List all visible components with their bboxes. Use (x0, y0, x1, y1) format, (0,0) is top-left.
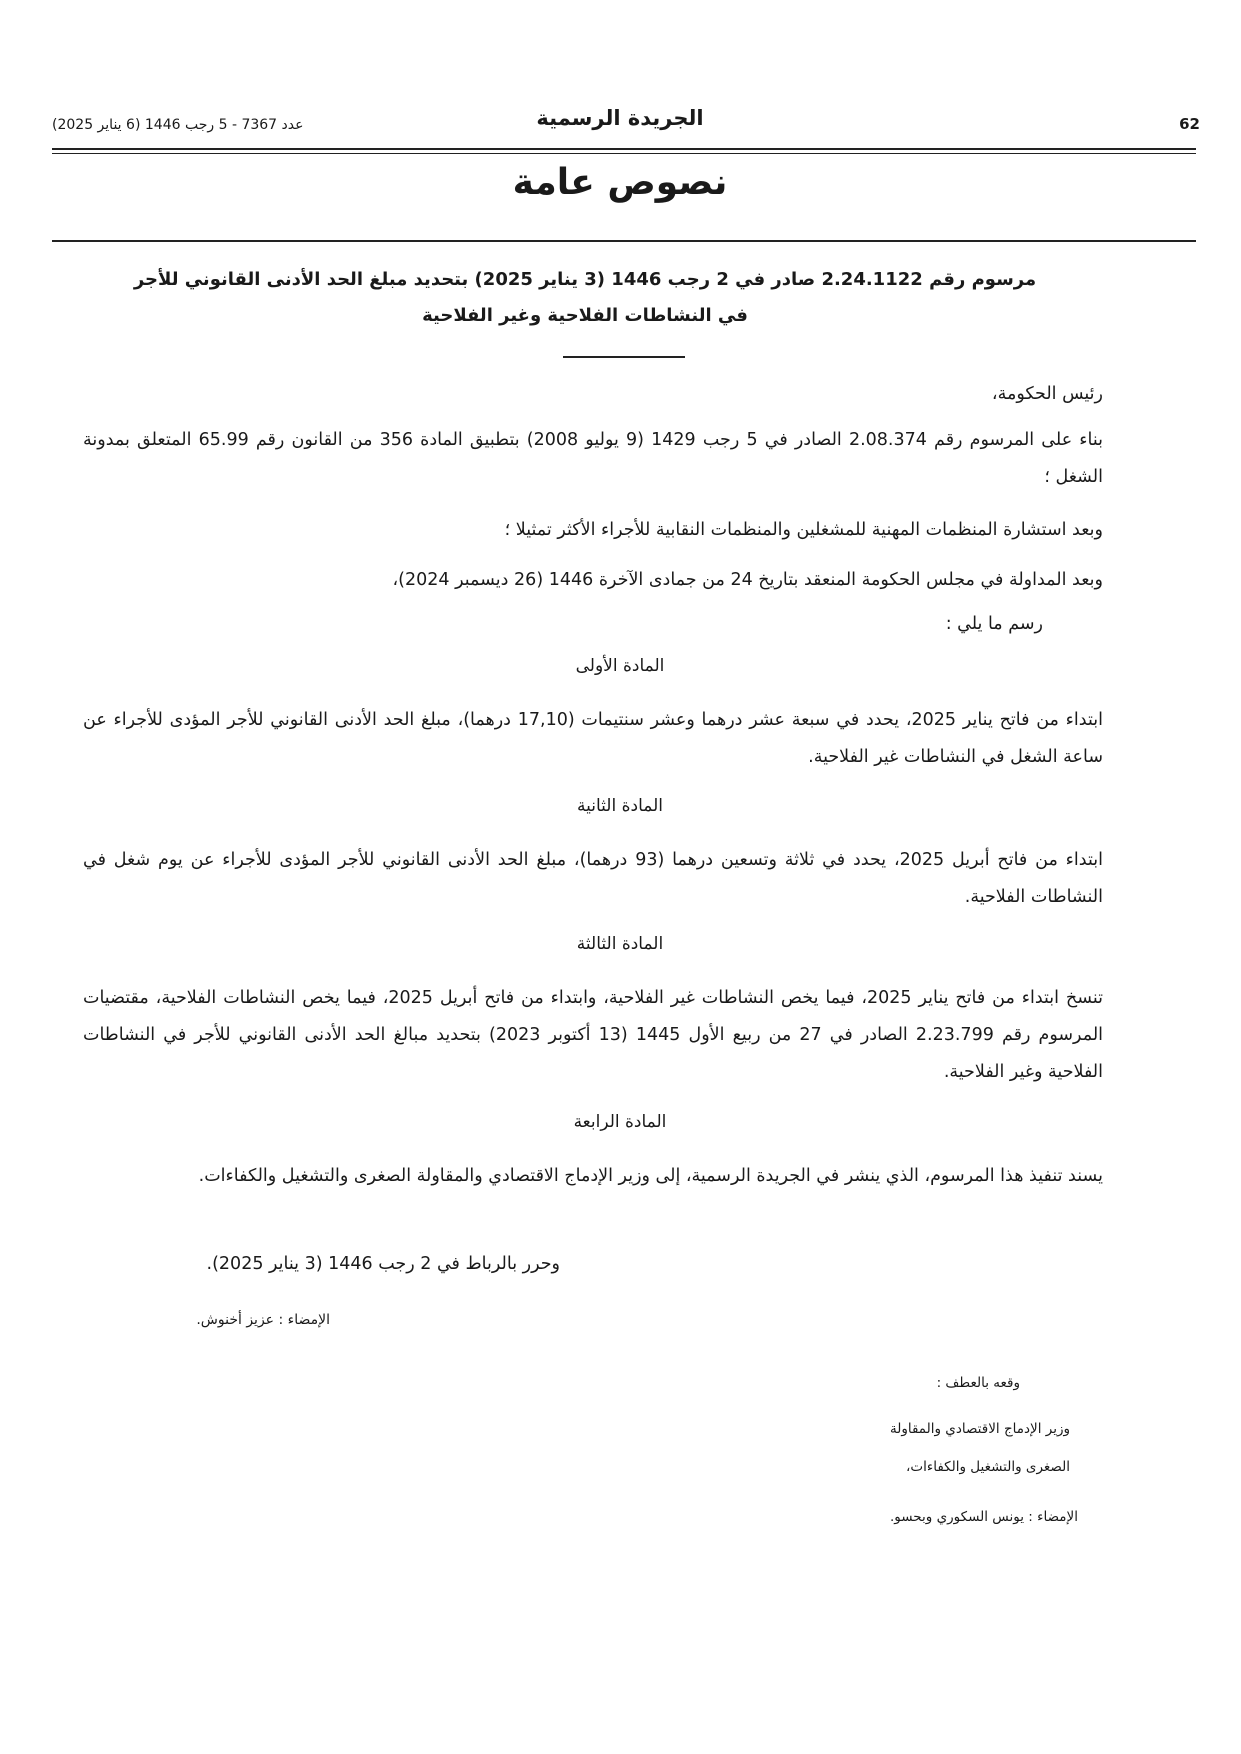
recital-1: بناء على المرسوم رقم 2.08.374 الصادر في 5 رجب 1429 (9 يوليو 2008) بتطبيق المادة 356 من القانون رقم 65.99 المتعلق بمدونة الشغل ؛ (83, 430, 1103, 487)
header-rule-thin (52, 153, 1196, 154)
article-1-text: ابتداء من فاتح يناير 2025، يحدد في سبعة عشر درهما وعشر سنتيمات (17,10 درهما)، مبلغ الحد الأدنى القانوني للأجر المؤدى للأجراء عن ساعة الشغل في النشاطات غير الفلاحية. (83, 710, 1103, 767)
decree-title-line-1: مرسوم رقم 2.24.1122 صادر في 2 رجب 1446 (3 يناير 2025) بتحديد مبلغ الحد الأدنى القانوني للأجر (133, 269, 1037, 290)
section-title: نصوص عامة (512, 162, 728, 203)
countersigned-label: وقعه بالعطف : (936, 1375, 1020, 1391)
section-rule (52, 240, 1196, 242)
header-rule-thick (52, 148, 1196, 150)
article-2-heading: المادة الثانية (577, 796, 663, 816)
decree-title-line-2: في النشاطات الفلاحية وغير الفلاحية (422, 305, 748, 326)
minister-title-line-2: الصغرى والتشغيل والكفاءات، (906, 1459, 1070, 1475)
decrees-formula: رسم ما يلي : (945, 614, 1043, 634)
addressee: رئيس الحكومة، (991, 384, 1103, 404)
recital-2: وبعد استشارة المنظمات المهنية للمشغلين والمنظمات النقابية للأجراء الأكثر تمثيلا ؛ (504, 520, 1103, 540)
done-at: وحرر بالرباط في 2 رجب 1446 (3 يناير 2025). (206, 1254, 560, 1274)
article-4-text: يسند تنفيذ هذا المرسوم، الذي ينشر في الجريدة الرسمية، إلى وزير الإدماج الاقتصادي والمقاولة الصغرى والتشغيل والكفاءات. (198, 1166, 1103, 1186)
article-2-text: ابتداء من فاتح أبريل 2025، يحدد في ثلاثة وتسعين درهما (93 درهما)، مبلغ الحد الأدنى القانوني للأجر المؤدى للأجراء عن يوم شغل في النشاطات الفلاحية. (83, 850, 1103, 907)
article-3-text: تنسخ ابتداء من فاتح يناير 2025، فيما يخص النشاطات غير الفلاحية، وابتداء من فاتح أبريل 2025، فيما يخص النشاطات الفلاحية، مقتضيات المرسوم رقم 2.23.799 الصادر في 27 من ربيع الأول 1445 (13 أكتوبر 2023) بتحديد مبالغ الحد الأدنى القانوني للأجر في النشاطات الفلاحية وغير الفلاحية. (83, 988, 1104, 1082)
article-3-heading: المادة الثالثة (576, 934, 664, 954)
signature-minister: الإمضاء : يونس السكوري وبحسو. (890, 1509, 1078, 1525)
journal-title: الجريدة الرسمية (536, 106, 704, 130)
decree-title (120, 262, 1050, 334)
signature-prime-minister: الإمضاء : عزيز أخنوش. (196, 1312, 330, 1328)
article-1-heading: المادة الأولى (575, 656, 665, 676)
article-4-heading: المادة الرابعة (573, 1112, 667, 1132)
page-number: 62 (1179, 115, 1200, 133)
minister-title-line-1: وزير الإدماج الاقتصادي والمقاولة (889, 1421, 1070, 1437)
recital-3: وبعد المداولة في مجلس الحكومة المنعقد بتاريخ 24 من جمادى الآخرة 1446 (26 ديسمبر 2024)، (392, 570, 1103, 590)
issue-info: عدد 7367 - 5 رجب 1446 (6 يناير 2025) (52, 117, 304, 133)
title-underline (563, 356, 685, 358)
